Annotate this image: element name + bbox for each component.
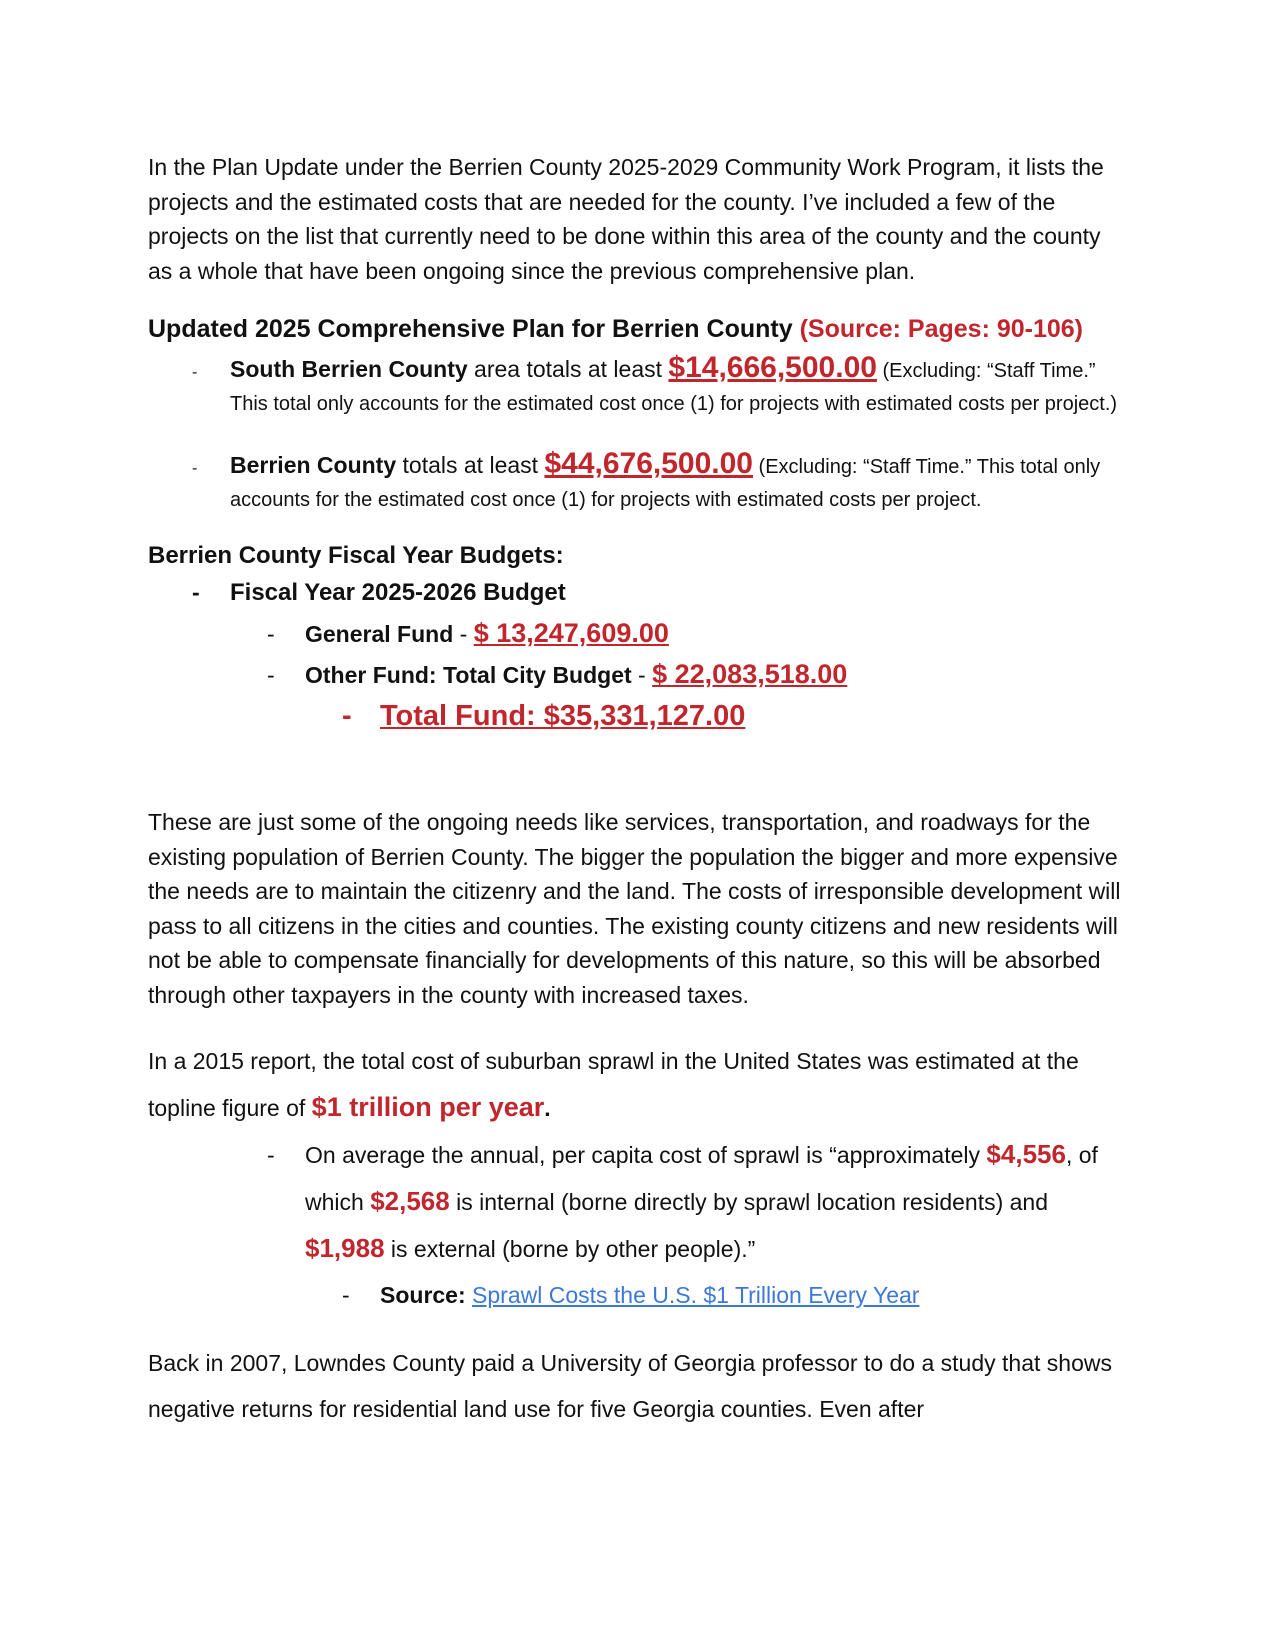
bullet-dash: - [192,460,198,477]
south-county-bullet [148,352,1130,420]
berrien-county-bullet-text [230,448,1130,516]
berrien-county-note: (Excluding: “Staff Time.” This total only accounts for the estimated cost once (1) for projects with estimated costs per project. [230,456,1101,511]
other-fund-label: Other Fund: Total City Budget [305,662,632,688]
total-fund-bullet-text [380,694,1130,743]
bullet-dash: - [192,579,200,605]
south-county-note: (Excluding: “Staff Time.” This total only accounts for the estimated cost once (1) for projects with estimated costs per project.) [230,360,1118,415]
report-amount: $1 trillion per year [311,1092,545,1122]
berrien-county-bullet [148,448,1130,516]
sprawl-text-1: On average the annual, per capita cost of sprawl is “approximately [305,1142,987,1168]
fiscal-year-bullet [148,573,1130,612]
bullet-dash: - [342,1282,350,1308]
fiscal-year-bullet-text [230,573,1130,612]
other-fund-separator: - [631,662,653,688]
bullet-dash: - [342,700,352,732]
sprawl-amount-internal: $2,568 [370,1186,450,1216]
report-tail: . [544,1095,551,1121]
bullet-dash: - [267,621,275,647]
bullet-dash: - [267,662,275,688]
needs-text: These are just some of the ongoing needs like services, transportation, and roadways for the existing population of Berrien County. The bigger the population the bigger and more expensive the needs are to maintain the citizenry and the land. The costs of irresponsible development will pass to all citizens in the cities and counties. The existing county citizens and new residents will not be able to compensate financially for developments of this nature, so this will be absorbed through other taxpayers in the county with increased taxes. [148,809,1121,1008]
other-fund-bullet-text [305,655,1130,694]
intro-text: In the Plan Update under the Berrien County 2025-2029 Community Work Program, it lists the projects and the estimated costs that are needed for the county. I’ve included a few of the projects on the list that currently need to be done within this area of the county and the county as a whole that have been ongoing since the previous comprehensive plan. [148,154,1104,284]
closing-text: Back in 2007, Lowndes County paid a University of Georgia professor to do a study that shows negative returns for residential land use for five Georgia counties. Even after [148,1350,1112,1422]
general-fund-bullet-text [305,614,1130,653]
source-bullet [148,1272,1130,1318]
general-fund-amount: $ 13,247,609.00 [473,618,669,648]
total-fund-amount: Total Fund: $35,331,127.00 [380,700,746,732]
sprawl-text-2: , of which [305,1142,1098,1215]
needs-paragraph [148,805,1130,1012]
source-label: Source: [380,1282,473,1308]
source-bullet-text [380,1272,1130,1318]
sprawl-text-4: is external (borne by other people).” [384,1236,756,1262]
fiscal-year-label: Fiscal Year 2025-2026 Budget [230,579,566,606]
budgets-heading: Berrien County Fiscal Year Budgets: [148,542,564,569]
south-county-mid: area totals at least [467,356,669,382]
bullet-dash: - [267,1142,275,1168]
general-fund-label: General Fund [305,621,454,647]
sprawl-cost-bullet [148,1131,1130,1272]
source-link[interactable]: Sprawl Costs the U.S. $1 Trillion Every Year [472,1282,920,1308]
sprawl-cost-bullet-text [305,1131,1130,1272]
general-fund-separator: - [453,621,474,647]
berrien-county-mid: totals at least [396,452,545,478]
plan-heading-title: Updated 2025 Comprehensive Plan for Berrien County [148,315,800,343]
berrien-county-label: Berrien County [230,452,397,478]
general-fund-bullet [148,614,1130,653]
total-fund-bullet [148,694,1130,743]
plan-heading-source: (Source: Pages: 90-106) [799,315,1084,343]
report-lead: In a 2015 report, the total cost of suburban sprawl in the United States was estimated at the topline figure of [148,1048,1079,1121]
closing-paragraph [148,1340,1130,1432]
other-fund-bullet [148,655,1130,694]
south-county-label: South Berrien County [230,356,468,382]
berrien-county-amount: $44,676,500.00 [544,447,753,480]
sprawl-amount-external: $1,988 [305,1233,385,1263]
bullet-dash: - [192,364,198,381]
intro-paragraph [148,150,1130,288]
report-paragraph [148,1038,1130,1131]
plan-heading [148,314,1130,345]
south-county-bullet-text [230,352,1130,420]
south-county-amount: $14,666,500.00 [668,351,877,384]
sprawl-amount-total: $4,556 [986,1139,1066,1169]
other-fund-amount: $ 22,083,518.00 [652,659,848,689]
sprawl-text-3: is internal (borne directly by sprawl location residents) and [449,1189,1049,1215]
